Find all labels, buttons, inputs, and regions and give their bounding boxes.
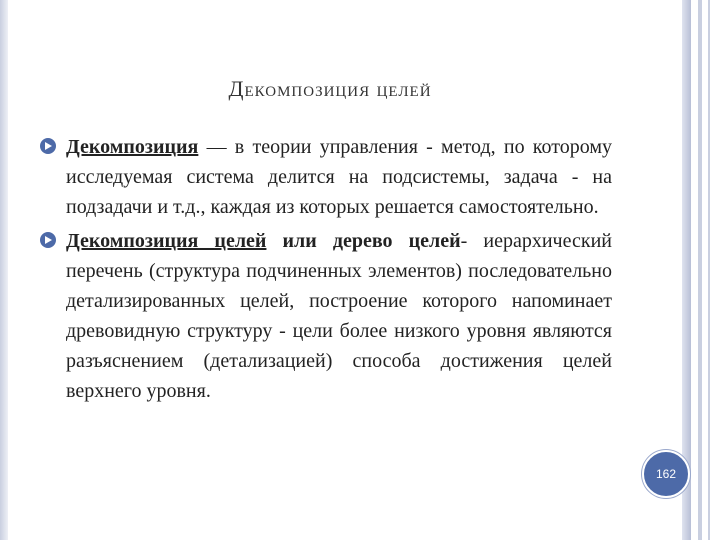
slide-title: Декомпозиция целей (228, 76, 432, 101)
definition-text: - иерархический перечень (структура подчиненных элементов) последовательно детализированных целей, построение которого напоминает древовидную структуру - цели более низкого уровня являются разъяснением (детализацией) способа достижения целей верхнего уровня. (66, 230, 612, 402)
list-item (40, 226, 612, 406)
slide-content (40, 132, 612, 406)
definition-text: — в теории управления - метод, по которому исследуемая система делится на подсистемы, задача - на подзадачи и т.д., каждая из которых решается самостоятельно. (66, 136, 612, 218)
arrow-bullet-icon (40, 232, 56, 248)
list-item (40, 132, 612, 222)
frame-stripe (708, 0, 710, 540)
frame-stripe (698, 0, 702, 540)
page-number-badge: 162 (642, 450, 690, 498)
term-connector: или дерево целей (266, 230, 461, 252)
term: Декомпозиция целей (66, 230, 267, 252)
arrow-bullet-icon (40, 138, 56, 154)
term: Декомпозиция (66, 136, 199, 158)
